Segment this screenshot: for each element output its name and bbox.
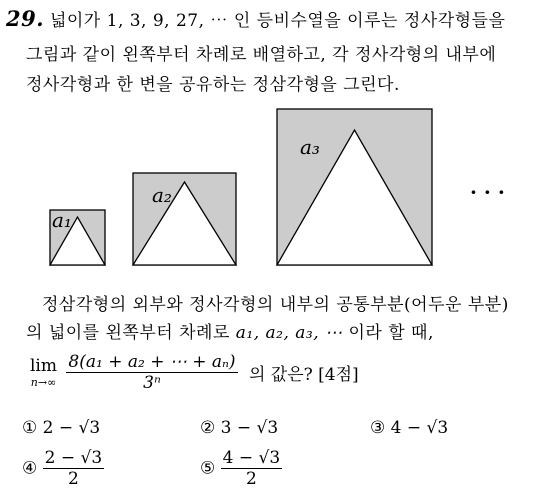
lim-subscript: n→∞ xyxy=(30,376,57,389)
limit-expression xyxy=(30,352,359,393)
choice-4-denominator: 2 xyxy=(68,469,79,489)
question-tail: 의 값은? [4점] xyxy=(248,365,359,385)
choice-1[interactable] xyxy=(22,418,100,438)
limit-operator xyxy=(30,356,57,389)
choice-3[interactable] xyxy=(370,418,448,438)
line5-vars: a₁, a₂, a₃, ⋯ xyxy=(235,323,343,343)
line5-suffix: 이라 할 때, xyxy=(348,323,434,343)
choice-3-text: 4 − √3 xyxy=(390,418,449,438)
fraction-numerator: 8(a₁ + a₂ + ⋯ + aₙ) xyxy=(68,352,236,372)
squares-figure xyxy=(0,100,558,280)
figure-ellipsis: · · · xyxy=(470,180,505,204)
choice-5-denominator: 2 xyxy=(246,469,257,489)
choice-2-mark: ② xyxy=(200,418,216,438)
choice-1-mark: ① xyxy=(22,418,38,438)
label-a3: a₃ xyxy=(300,135,320,159)
choice-5-fraction xyxy=(221,448,283,489)
fraction-denominator: 3ⁿ xyxy=(143,373,161,393)
lim-text: lim xyxy=(30,356,57,376)
choice-5[interactable] xyxy=(200,448,282,489)
problem-text-line-3: 정사각형과 한 변을 공유하는 정삼각형을 그린다. xyxy=(26,75,400,95)
label-a2: a₂ xyxy=(152,183,172,207)
choice-5-numerator: 4 − √3 xyxy=(222,448,281,468)
problem-text-line-1: 넓이가 1, 3, 9, 27, ⋯ 인 등비수열을 이루는 정사각형들을 xyxy=(49,11,506,31)
problem-text-line-5 xyxy=(26,318,434,343)
choice-5-mark: ⑤ xyxy=(200,458,216,479)
choice-2[interactable] xyxy=(200,418,278,438)
choice-4[interactable] xyxy=(22,448,104,489)
label-a1: a₁ xyxy=(52,208,72,232)
problem-line-1 xyxy=(6,6,505,31)
choice-1-text: 2 − √3 xyxy=(42,418,101,438)
problem-text-line-4: 정삼각형의 외부와 정사각형의 내부의 공통부분(어두운 부분) xyxy=(42,295,509,315)
choice-2-text: 3 − √3 xyxy=(220,418,279,438)
question-number: 29. xyxy=(6,6,45,31)
choice-3-mark: ③ xyxy=(370,418,386,438)
limit-fraction xyxy=(66,352,237,393)
choice-4-fraction xyxy=(43,448,105,489)
line5-prefix: 의 넓이를 왼쪽부터 차례로 xyxy=(26,323,230,343)
problem-text-line-2: 그림과 같이 왼쪽부터 차례로 배열하고, 각 정사각형의 내부에 xyxy=(26,45,497,65)
choice-4-numerator: 2 − √3 xyxy=(44,448,103,468)
choice-4-mark: ④ xyxy=(22,458,38,479)
